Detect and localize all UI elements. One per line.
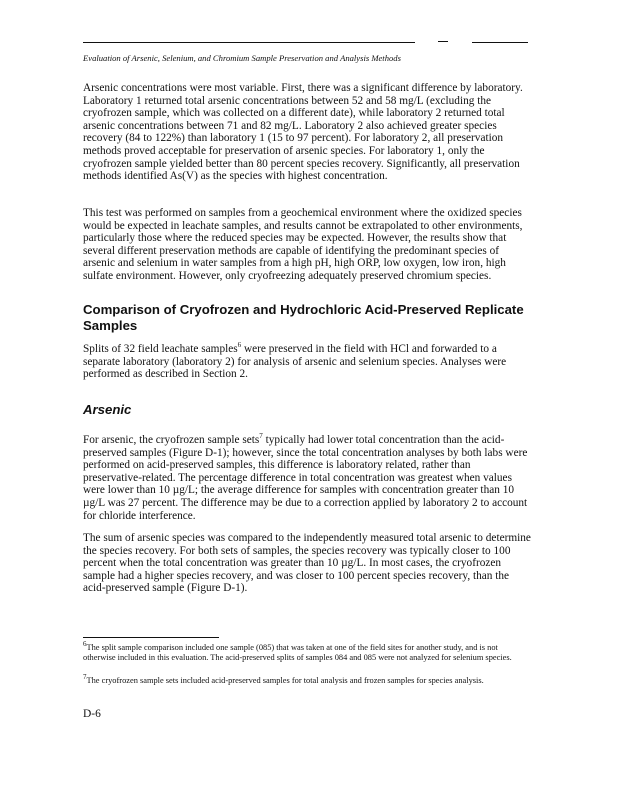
header-rule-right [472, 42, 528, 43]
header-rule-left [83, 42, 415, 43]
paragraph-splits-text-b: were preserved in the field with HCl and forwarded to a separate laboratory (laboratory 2) for analysis of arsenic and selenium species. Analyses were performed as described in Section 2. [83, 343, 507, 381]
footnote-6 [83, 640, 531, 664]
footnote-7-mark: 7 [83, 673, 87, 682]
paragraph-arsenic-text-a: For arsenic, the cryofrozen sample sets [83, 434, 260, 446]
paragraph-arsenic-text-b: typically had lower total concentration than the acid-preserved samples (Figure D-1); however, since the total concentration analyses by both labs were performed on acid-preserved samples, this difference is laboratory related, rather than preservative-related. The percentage difference in total concentration was greatest when values were lower than 10 µg/L; the average difference for samples with concentration greater than 10 µg/L was 27 percent. The difference may be due to a correction applied by laboratory 2 to account for chloride interference. [83, 434, 528, 522]
footnote-ref-7[interactable]: 7 [259, 432, 263, 441]
section-heading-comparison: Comparison of Cryofrozen and Hydrochloric Acid-Preserved Replicate Samples [83, 302, 524, 333]
paragraph-geochemical-environment: This test was performed on samples from a geochemical environment where the oxidized species would be expected in leachate samples, and results cannot be extrapolated to other environments, particularly those where the reduced species may be expected. However, the results show that several different preservation methods are capable of identifying the predominant species of arsenic and selenium in water samples from a high pH, high ORP, low oxygen, low iron, high sulfate environment. However, only cryofreezing adequately preserved chromium species. [83, 207, 523, 282]
paragraph-arsenic-totals [83, 434, 531, 522]
paragraph-species-recovery: The sum of arsenic species was compared to the independently measured total arsenic to determine the species recovery. For both sets of samples, the species recovery was typically closer to 100 percent when the total concentration was greater than 10 µg/L. In most cases, the cryofrozen sample had a higher species recovery, and was closer to 100 percent species recovery, than the acid-preserved sample (Figure D-1). [83, 532, 531, 595]
subsection-heading-arsenic: Arsenic [83, 402, 132, 417]
footnote-ref-6[interactable]: 6 [237, 341, 242, 350]
paragraph-arsenic-variability: Arsenic concentrations were most variable. First, there was a significant difference by laboratory. Laboratory 1 returned total arsenic concentrations between 52 and 58 mg/L (excluding the cryofrozen sample, which was collected on a different date), while laboratory 2 returned total arsenic concentrations between 71 and 82 mg/L. Laboratory 2 also achieved greater species recovery (84 to 122%) than laboratory 1 (15 to 97 percent). For laboratory 2, all preservation methods proved acceptable for preservation of arsenic species. For laboratory 1, only the cryofrozen sample yielded better than 80 percent species recovery. Significantly, all preservation methods identified As(V) as the species with highest concentration. [83, 82, 523, 183]
footnote-7 [83, 673, 531, 686]
footnote-6-text: The split sample comparison included one sample (085) that was taken at one of the field sites for another study, and is not otherwise included in this evaluation. The acid-preserved splits of samples 084 and 085 were not analyzed for selenium species. [83, 643, 512, 663]
footnote-6-mark: 6 [83, 640, 87, 649]
footnote-7-text: The cryofrozen sample sets included acid-preserved samples for total analysis and frozen samples for species analysis. [86, 676, 484, 685]
header-rule-tick [438, 41, 448, 42]
paragraph-splits [83, 343, 531, 381]
running-head: Evaluation of Arsenic, Selenium, and Chromium Sample Preservation and Analysis Methods [83, 53, 401, 63]
paragraph-splits-text-a: Splits of 32 field leachate samples [83, 343, 238, 355]
footnote-divider [83, 637, 219, 638]
page-number: D-6 [83, 708, 101, 720]
